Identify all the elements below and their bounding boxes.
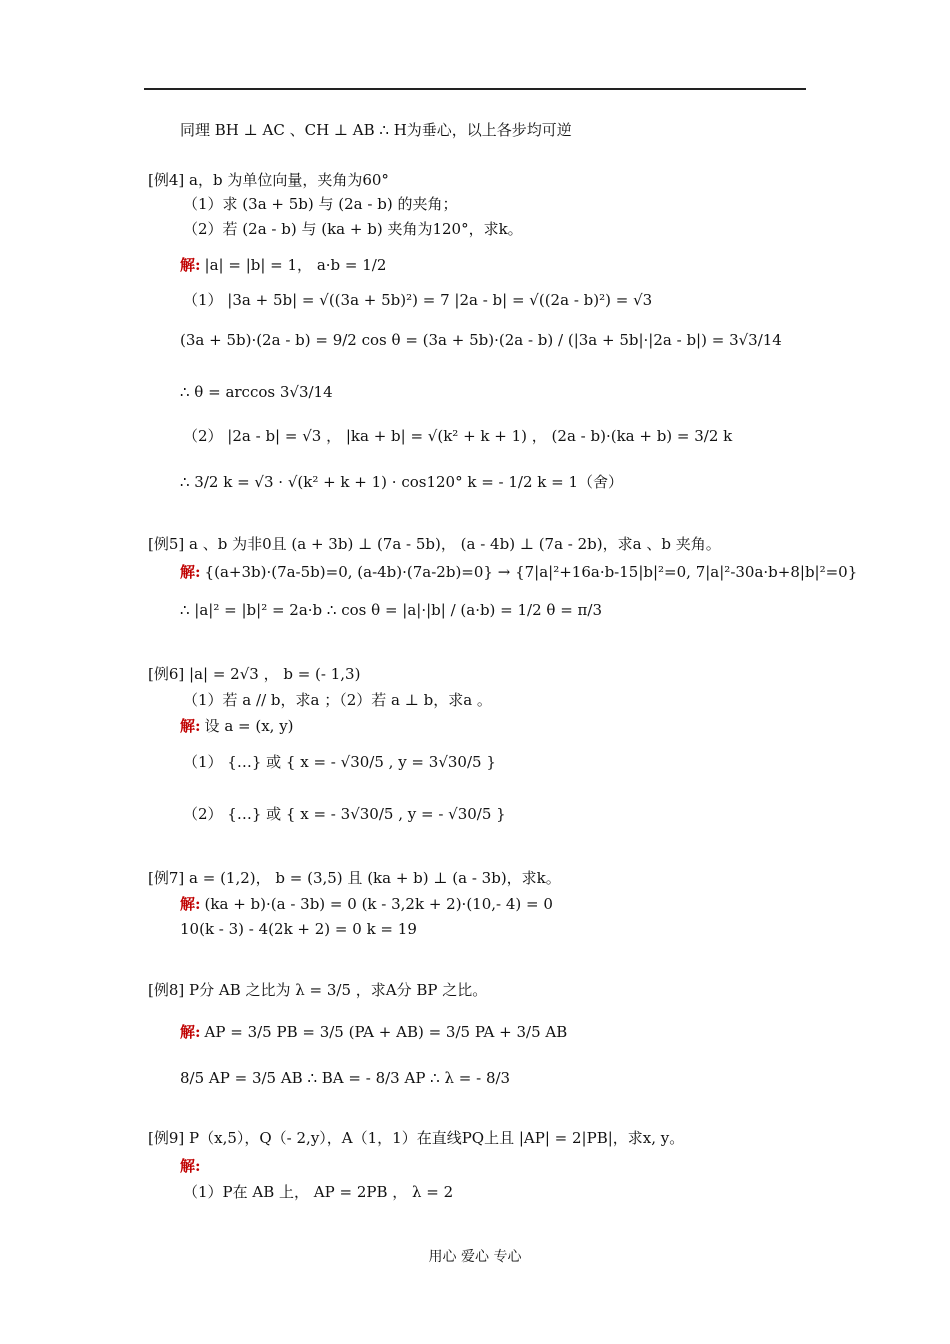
text-line: [183, 219, 523, 239]
text-line: [180, 716, 294, 736]
text-line: [148, 980, 487, 1000]
line-text: （1） {…} 或 { x = - √30/5 , y = 3√30/5 }: [183, 753, 496, 771]
line-text: |a| = |b| = 1， a·b = 1/2: [204, 256, 387, 274]
text-line: [180, 919, 417, 939]
text-line: [183, 290, 652, 310]
solution-label: 解:: [180, 1157, 201, 1175]
line-text: （1）P在 AB 上， AP = 2PB ， λ = 2: [183, 1183, 454, 1201]
text-line: [183, 690, 492, 710]
text-line: [180, 894, 553, 914]
text-line: [148, 1128, 684, 1148]
line-text: ∴ |a|² = |b|² = 2a·b ∴ cos θ = |a|·|b| / (a·b) = 1/2 θ = π/3: [180, 601, 603, 619]
text-line: [148, 868, 561, 888]
line-text: [例4] a，b 为单位向量，夹角为60°: [148, 171, 389, 189]
line-text: （1）若 a // b，求a ；（2）若 a ⊥ b，求a 。: [183, 691, 492, 709]
solution-label: 解:: [180, 256, 201, 274]
line-text: （1） |3a + 5b| = √((3a + 5b)²) = 7 |2a - b| = √((2a - b)²) = √3: [183, 291, 653, 309]
line-text: [例5] a 、b 为非0且 (a + 3b) ⊥ (7a - 5b)， (a - 4b) ⊥ (7a - 2b)，求a 、b 夹角。: [148, 535, 721, 553]
solution-label: 解:: [180, 1023, 201, 1041]
text-line: [183, 1182, 453, 1202]
solution-label: 解:: [180, 895, 201, 913]
line-text: AP = 3/5 PB = 3/5 (PA + AB) = 3/5 PA + 3/5 AB: [204, 1023, 568, 1041]
text-line: [180, 255, 386, 275]
text-line: [183, 752, 496, 772]
line-text: [例7] a = (1,2)， b = (3,5) 且 (ka + b) ⊥ (a - 3b)，求k。: [148, 869, 561, 887]
line-text: [例6] |a| = 2√3 ， b = (- 1,3): [148, 665, 361, 683]
line-text: 8/5 AP = 3/5 AB ∴ BA = - 8/3 AP ∴ λ = - 8/3: [180, 1069, 511, 1087]
line-text: {(a+3b)·(7a-5b)=0, (a-4b)·(7a-2b)=0} → {7|a|²+16a·b-15|b|²=0, 7|a|²-30a·b+8|b|²=0}: [204, 563, 858, 581]
line-text: 10(k - 3) - 4(2k + 2) = 0 k = 19: [180, 920, 417, 938]
text-line: [180, 600, 602, 620]
line-text: (ka + b)·(a - 3b) = 0 (k - 3,2k + 2)·(10,- 4) = 0: [204, 895, 553, 913]
text-line: [183, 804, 506, 824]
line-text: (3a + 5b)·(2a - b) = 9/2 cos θ = (3a + 5b)·(2a - b) / (|3a + 5b|·|2a - b|) = 3√3/14: [180, 331, 782, 349]
text-line: [180, 472, 623, 492]
line-text: （1）求 (3a + 5b) 与 (2a - b) 的夹角；: [183, 195, 458, 213]
solution-label: 解:: [180, 717, 201, 735]
line-text: [例9] P（x,5），Q（- 2,y），A（1，1）在直线PQ上且 |AP| = 2|PB|，求x, y。: [148, 1129, 685, 1147]
text-line: [180, 1156, 205, 1176]
text-line: [180, 382, 333, 402]
line-text: （2） |2a - b| = √3 ， |ka + b| = √(k² + k + 1) ， (2a - b)·(ka + b) = 3/2 k: [183, 427, 733, 445]
line-text: ∴ 3/2 k = √3 · √(k² + k + 1) · cos120° k = - 1/2 k = 1（舍）: [180, 473, 624, 491]
text-line: [180, 1022, 567, 1042]
text-line: [148, 664, 360, 684]
line-text: （2）若 (2a - b) 与 (ka + b) 夹角为120°，求k。: [183, 220, 523, 238]
text-line: [180, 1068, 510, 1088]
line-text: ∴ θ = arccos 3√3/14: [180, 383, 333, 401]
text-line: [148, 170, 389, 190]
line-text: 设 a = (x, y): [204, 717, 294, 735]
text-line: [183, 426, 732, 446]
text-line: [180, 562, 857, 582]
solution-label: 解:: [180, 563, 201, 581]
line-text: [例8] P分 AB 之比为 λ = 3/5 ，求A分 BP 之比。: [148, 981, 488, 999]
page-footer: 用心 爱心 专心: [428, 1249, 522, 1265]
text-line: [180, 330, 782, 350]
text-line: [148, 534, 721, 554]
line-text: 同理 BH ⊥ AC 、CH ⊥ AB ∴ H为垂心，以上各步均可逆: [180, 121, 572, 139]
text-line: [180, 120, 572, 140]
header-rule: [144, 88, 806, 90]
text-line: [183, 194, 457, 214]
line-text: （2） {…} 或 { x = - 3√30/5 , y = - √30/5 }: [183, 805, 506, 823]
